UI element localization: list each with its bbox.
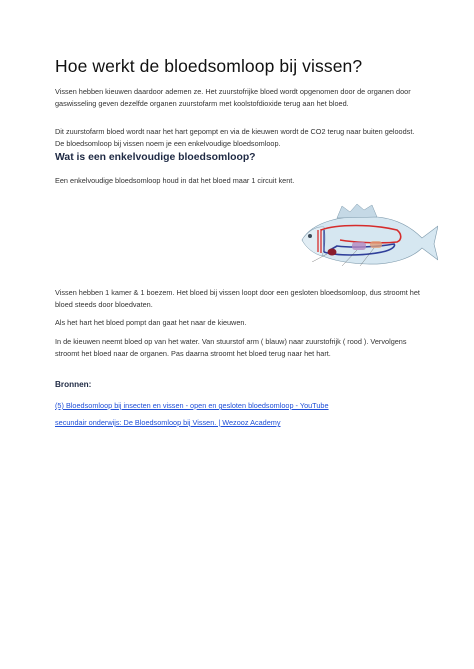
paragraph-heart: Dit zuurstofarm bloed wordt naar het hart gepompt en via de kieuwen wordt de CO2 terug naar buiten geloodst. De bloedsomloop bij vissen noem je een enkelvoudige bloedsomloop.: [55, 127, 415, 148]
fish-circulation-illustration: [282, 200, 438, 278]
section-heading: Wat is een enkelvoudige bloedsomloop?: [55, 152, 256, 163]
paragraph-pump: Als het hart het bloed pompt dan gaat het naar de kieuwen.: [55, 318, 247, 327]
source-link-wezooz[interactable]: secundair onderwijs: De Bloedsomloop bij Vissen. | Wezooz Academy: [55, 418, 281, 427]
paragraph-gills: In de kieuwen neemt bloed op van het water. Van stuurstof arm ( blauw) naar zuurstofrijk ( rood ). Vervolgens stroomt het bloed naar de organen. Pas daarna stroomt het bloed terug naar het hart.: [55, 337, 407, 358]
source-link-youtube[interactable]: (5) Bloedsomloop bij insecten en vissen - open en gesloten bloedsomloop - YouTube: [55, 401, 329, 410]
page-title: Hoe werkt de bloedsomloop bij vissen?: [55, 56, 363, 76]
paragraph-intro: Vissen hebben kieuwen daardoor ademen ze. Het zuurstofrijke bloed wordt opgenomen door de organen door gaswisseling geven dezelfde organen zuurstofarm met koolstofdioxide terug aan het bloed.: [55, 87, 411, 108]
paragraph-heart-chambers: Vissen hebben 1 kamer & 1 boezem. Het bloed bij vissen loopt door een gesloten bloedsomloop, dus stroomt het bloed steeds door bloedvaten.: [55, 288, 420, 309]
sources-heading: Bronnen:: [55, 380, 92, 389]
paragraph-definition: Een enkelvoudige bloedsomloop houd in dat het bloed maar 1 circuit kent.: [55, 176, 295, 185]
